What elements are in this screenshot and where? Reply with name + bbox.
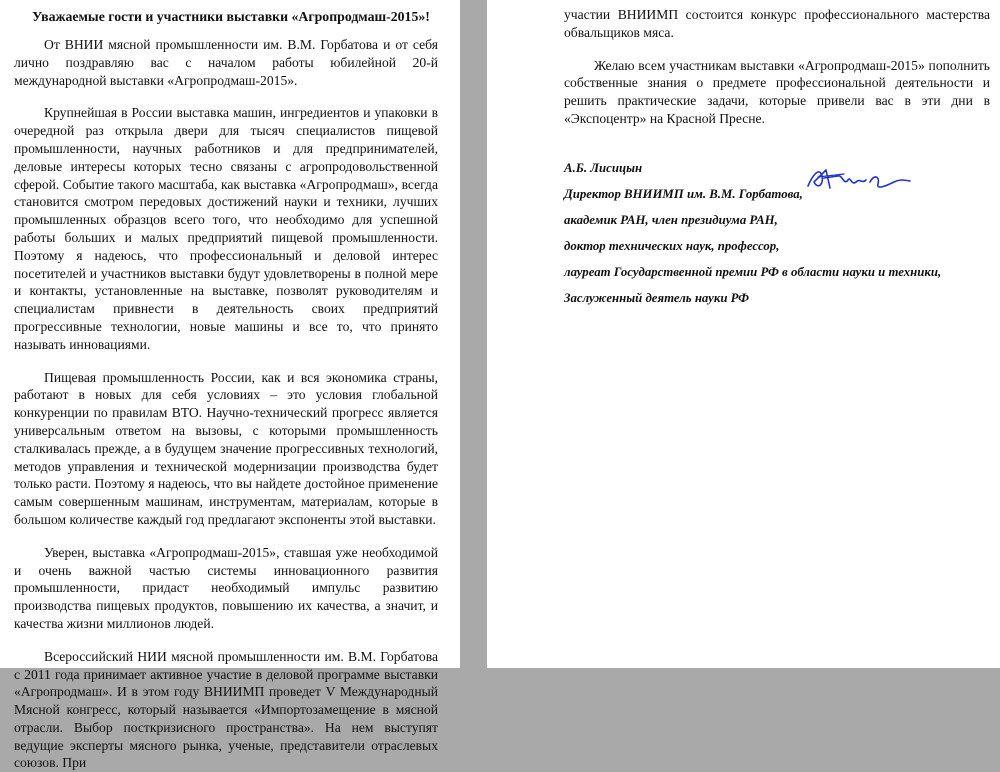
page-2 [487, 0, 1000, 668]
paragraph: Уверен, выставка «Агропродмаш-2015», ставшая уже необходимой и очень важной частью системы инновационного развития промышленности, придаст необходимый импульс развитию производства пищевых продуктов, повышению их качества, а значит, и качества жизни миллионов людей. [14, 544, 438, 631]
handwritten-signature [804, 164, 914, 194]
signatory-name: А.Б. Лисицын [564, 160, 643, 175]
signatory-title: лауреат Государственной премии РФ в области науки и техники, [564, 264, 942, 279]
paragraph-continued: участии ВНИИМП состоится конкурс профессионального мастерства обвальщиков мяса. [564, 7, 990, 40]
paragraph: Крупнейшая в России выставка машин, ингредиентов и упаковки в очередной раз открыла двери для тысяч специалистов пищевой промышленности, научных работников и для предпринимателей, деловые интересы которых тесно связаны с агропродовольственной сферой. Событие такого масштаба, как выставка «Агропродмаш», всегда становится смотром передовых достижений науки и техники, лучших промышленных образцов всего того, что необходимо для успешной работы больших и малых предприятий пищевой промышленности. Поэтому я надеюсь, что профессиональный и деловой интерес посетителей и участников выставки будут удовлетворены в полной мере и контакты, установленные на выставке, позволят руководителям и специалистам привнести в деятельность своих предприятий прогрессивные технологии, новые машины и все то, что принято называть инновациями. [14, 105, 438, 352]
page-gap [460, 0, 487, 668]
paragraph: Пищевая промышленность России, как и вся экономика страны, работают в новых для себя условиях – это условия глобальной конкуренции по правилам ВТО. Научно-технический прогресс является универсальным ответом на вызовы, с которыми промышленность сталкивалась прежде, а в будущем значение прогрессивных технологий, методов управления и технической модернизации производства будет только расти. Поэтому я надеюсь, что вы найдете достойное применение самым совершенным машинам, инструментам, материалам, которые в большом количестве каждый год предлагают экспоненты этой выставки. [14, 369, 438, 527]
paragraph: Всероссийский НИИ мясной промышленности им. В.М. Горбатова с 2011 года принимает активное участие в деловой программе выставки «Агропродмаш». И в этом году ВНИИМП проведет V Международный Мясной конгресс, который называется «Импортозамещение в мясной отрасли. Выбор посткризисного пространства». На нем выступят ведущие эксперты мясного рынка, ученые, представители отраслевых союзов. При [14, 648, 438, 771]
letter-title: Уважаемые гости и участники выставки «Агропродмаш-2015»! [32, 9, 430, 24]
paragraph: Желаю всем участникам выставки «Агропродмаш-2015» пополнить собственные знания о предмете профессиональной деятельности и решить практические задачи, которые привели вас в эти дни в «Экспоцентр» на Красной Пресне. [564, 57, 990, 126]
signatory-title: академик РАН, член президиума РАН, [564, 212, 778, 227]
signatory-title: доктор технических наук, профессор, [564, 238, 780, 253]
signatory-title: Директор ВНИИМП им. В.М. Горбатова, [564, 186, 803, 201]
signature-block [564, 160, 990, 307]
page-1 [0, 0, 460, 771]
signatory-title: Заслуженный деятель науки РФ [564, 290, 749, 305]
paragraph: От ВНИИ мясной промышленности им. В.М. Горбатова и от себя лично поздравляю вас с началом работы юбилейной 20-й международной выставки «Агропродмаш-2015». [14, 37, 438, 88]
